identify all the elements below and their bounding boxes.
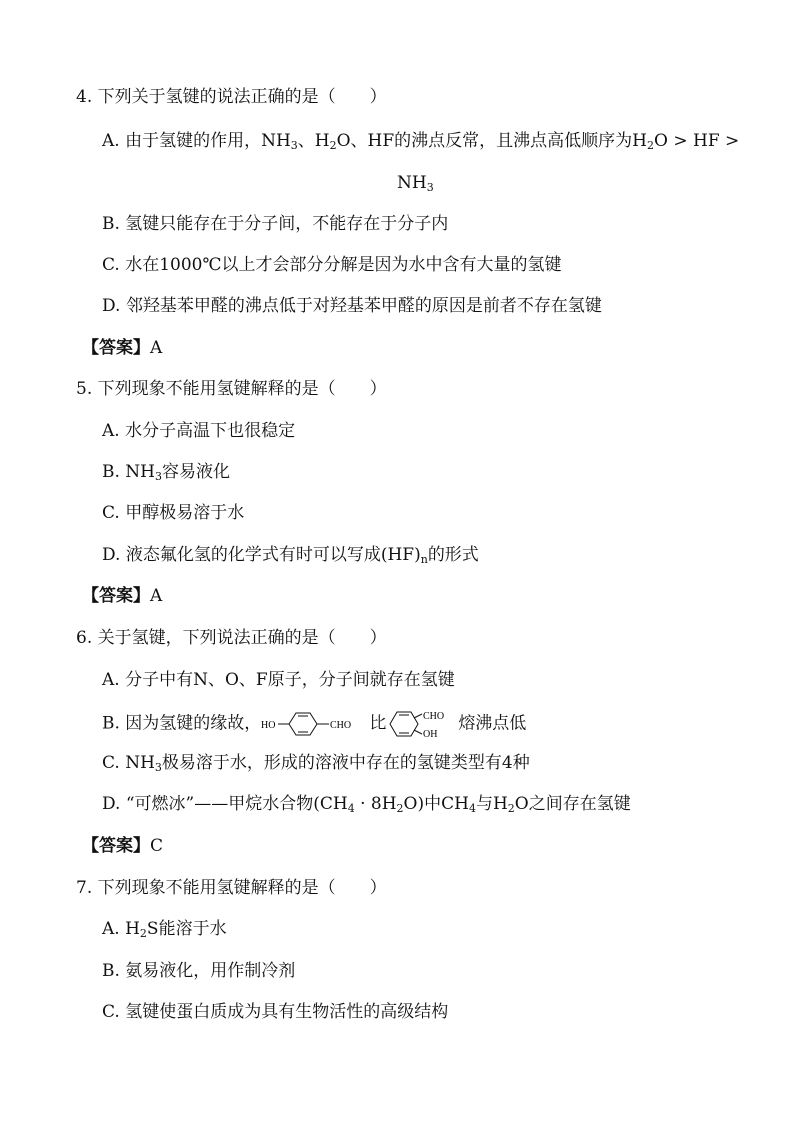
question-5-stem: 5. 下列现象不能用氢键解释的是（ ）	[76, 379, 387, 399]
q6-option-c: C. $NH_3$极易溶于水，形成的溶液中存在的氢键类型有4种	[102, 753, 530, 774]
q5-answer-value: A	[150, 586, 163, 606]
mol1-cho-label: CHO	[330, 720, 352, 731]
q4-option-b: B. 氢键只能存在于分子间，不能存在于分子内	[102, 214, 449, 234]
mol2-cho-label: CHO	[423, 711, 445, 722]
q5-option-d: D. 液态氟化氢的化学式有时可以写成$(HF)_n$的形式	[102, 545, 479, 566]
q4-option-a-continued: $NH_3$	[397, 173, 434, 194]
q5-option-c: C. 甲醇极易溶于水	[102, 503, 245, 523]
q6-answer-value: C	[150, 836, 164, 856]
q6-option-a: A. 分子中有N、O、F原子，分子间就存在氢键	[102, 670, 455, 690]
q6-answer: 【答案】C	[82, 836, 164, 856]
q5-option-a: A. 水分子高温下也很稳定	[102, 421, 296, 441]
question-4-stem: 4. 下列关于氢键的说法正确的是（ ）	[76, 87, 387, 107]
q5-option-b: B. $NH_3$容易液化	[102, 462, 231, 483]
q6-option-b: B. 因为氢键的缘故， HO CHO 比 CHO OH 熔沸点低	[102, 711, 527, 739]
mol1-ho-label: HO	[261, 720, 276, 731]
q4-answer: 【答案】A	[82, 338, 163, 358]
q4-option-a: A. 由于氢键的作用，$NH_3$、$H_2O$、HF的沸点反常，且沸点高低顺序为$H_2O$ > HF >	[102, 131, 740, 152]
question-6-stem: 6. 关于氢键，下列说法正确的是（ ）	[76, 628, 387, 648]
q4-option-c: C. 水在1000℃以上才会部分分解是因为水中含有大量的氢键	[102, 255, 562, 275]
q4-answer-value: A	[150, 338, 163, 358]
para-hydroxybenzaldehyde-structure	[261, 711, 369, 737]
mol2-oh-label: OH	[423, 729, 438, 739]
question-7-stem: 7. 下列现象不能用氢键解释的是（ ）	[76, 878, 387, 898]
q7-option-b: B. 氨易液化，用作制冷剂	[102, 961, 296, 981]
ortho-hydroxybenzaldehyde-structure	[386, 709, 458, 739]
q6-option-d: D. “可燃冰”——甲烷水合物$(CH_4 \cdot 8H_2O)$中$CH_4$与$H_2O$之间存在氢键	[102, 794, 631, 815]
q7-option-c: C. 氢键使蛋白质成为具有生物活性的高级结构	[102, 1002, 449, 1022]
q5-answer: 【答案】A	[82, 586, 163, 606]
q4-option-d: D. 邻羟基苯甲醛的沸点低于对羟基苯甲醛的原因是前者不存在氢键	[102, 296, 602, 316]
q7-option-a: A. $H_2S$能溶于水	[102, 919, 227, 940]
